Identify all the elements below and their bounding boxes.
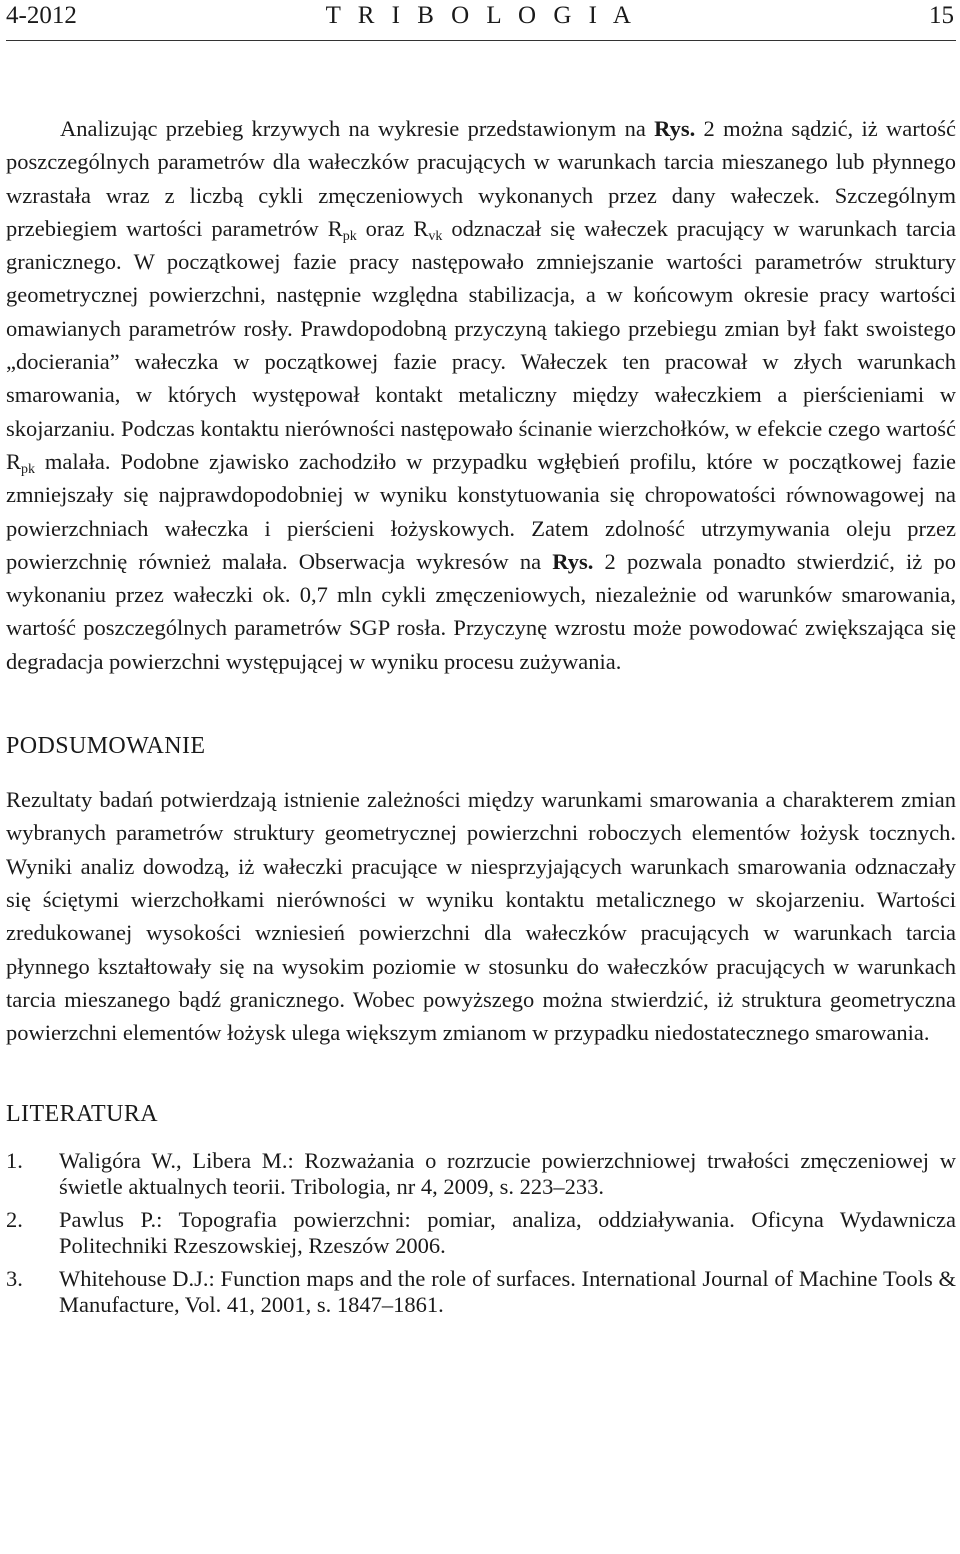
figure-reference: Rys. (654, 116, 696, 141)
subscript: pk (342, 228, 357, 244)
reference-item (6, 1266, 956, 1318)
journal-title: T R I B O L O G I A (325, 2, 637, 29)
text-run: 2 pozwala ponadto stwierdzić, iż po wykonaniu przez wałeczki ok. 0,7 mln cykli zmęczeniowych, niezależnie od warunków smarowania, wartość poszczególnych parametrów SGP rosła. Przyczynę wzrostu może powodować zwiększająca się degradacja powierzchni występującej w wyniku procesu zużywania. (6, 548, 956, 674)
text-run: oraz R (356, 215, 429, 241)
reference-number: 2. (6, 1207, 23, 1233)
reference-item (6, 1207, 956, 1259)
text-run: malała. Podobne zjawisko zachodziło w przypadku wgłębień profilu, które w początkowej fazie zmniejszały się najprawdopodobniej w wyniku konstytuowania się chropowatości równowagowej na powierzchniach wałeczka i pierścieni łożyskowych. Zatem zdolność utrzymywania oleju przez powierzchnię również malała. Obserwacja wykresów na (6, 448, 956, 574)
text-run: Analizując przebieg krzywych na wykresie przedstawionym na (60, 116, 655, 141)
figure-reference: Rys. (552, 548, 594, 574)
reference-text: Pawlus P.: Topografia powierzchni: pomiar, analiza, oddziaływania. Oficyna Wydawnicza Politechniki Rzeszowskiej, Rzeszów 2006. (59, 1207, 956, 1259)
reference-number: 1. (6, 1148, 23, 1174)
reference-item (6, 1148, 956, 1200)
header-rule (6, 40, 956, 41)
analysis-paragraph (6, 112, 956, 678)
issue-number: 4-2012 (6, 2, 77, 29)
reference-text: Waligóra W., Libera M.: Rozważania o rozrzucie powierzchniowej trwałości zmęczeniowej w świetle aktualnych teorii. Tribologia, nr 4, 2009, s. 223–233. (59, 1148, 956, 1200)
reference-list (6, 1148, 956, 1318)
reference-text: Whitehouse D.J.: Function maps and the role of surfaces. International Journal of Machine Tools & Manufacture, Vol. 41, 2001, s. 1847–1861. (59, 1266, 956, 1318)
literature-heading: LITERATURA (6, 1101, 158, 1128)
summary-heading: PODSUMOWANIE (6, 733, 206, 760)
summary-paragraph: Rezultaty badań potwierdzają istnienie zależności między warunkami smarowania a charakterem zmian wybranych parametrów struktury geometrycznej powierzchni roboczych elementów łożysk tocznych. Wyniki analiz dowodzą, iż wałeczki pracujące w niesprzyjających warunkach smarowania odznaczały się ściętymi wierzchołkami nierówności w wyniku kontaktu metalicznego w skojarzeniu. Wartości zredukowanej wysokości wzniesień powierzchni dla wałeczków pracujących w warunkach tarcia płynnego kształtowały się na wysokim poziomie w stosunku do wałeczków pracujących w warunkach tarcia mieszanego bądź granicznego. Wobec powyższego można stwierdzić, iż struktura geometryczna powierzchni elementów łożysk ulega większym zmianom w przypadku niedostatecznego smarowania. (6, 787, 956, 1046)
running-header (6, 0, 956, 38)
page-content (6, 112, 956, 1325)
page-number: 15 (929, 2, 954, 29)
text-run: 2 można sądzić, iż wartość poszczególnych parametrów dla wałeczków pracujących w warunkach tarcia mieszanego lub płynnego wzrastała wraz z liczbą cykli zmęczeniowych wykonanych przez dany wałeczek. Szczególnym przebiegiem wartości parametrów R (6, 116, 956, 241)
subscript: vk (428, 228, 443, 244)
reference-number: 3. (6, 1266, 23, 1292)
subscript: pk (21, 461, 36, 477)
text-run: odznaczał się wałeczek pracujący w warunkach tarcia granicznego. W początkowej fazie pracy następowało zmniejszanie wartości parametrów struktury geometrycznej powierzchni, następnie względna stabilizacja, a w końcowym okresie pracy wartości omawianych parametrów rosły. Prawdopodobną przyczyną takiego przebiegu zmian był fakt swoistego „docierania” wałeczka w początkowej fazie pracy. Wałeczek ten pracował w złych warunkach smarowania, w których występował kontakt metaliczny między wałeczkiem a pierścieniami w skojarzaniu. Podczas kontaktu nierówności następowało ścinanie wierzchołków, w efekcie czego wartość R (6, 215, 956, 474)
